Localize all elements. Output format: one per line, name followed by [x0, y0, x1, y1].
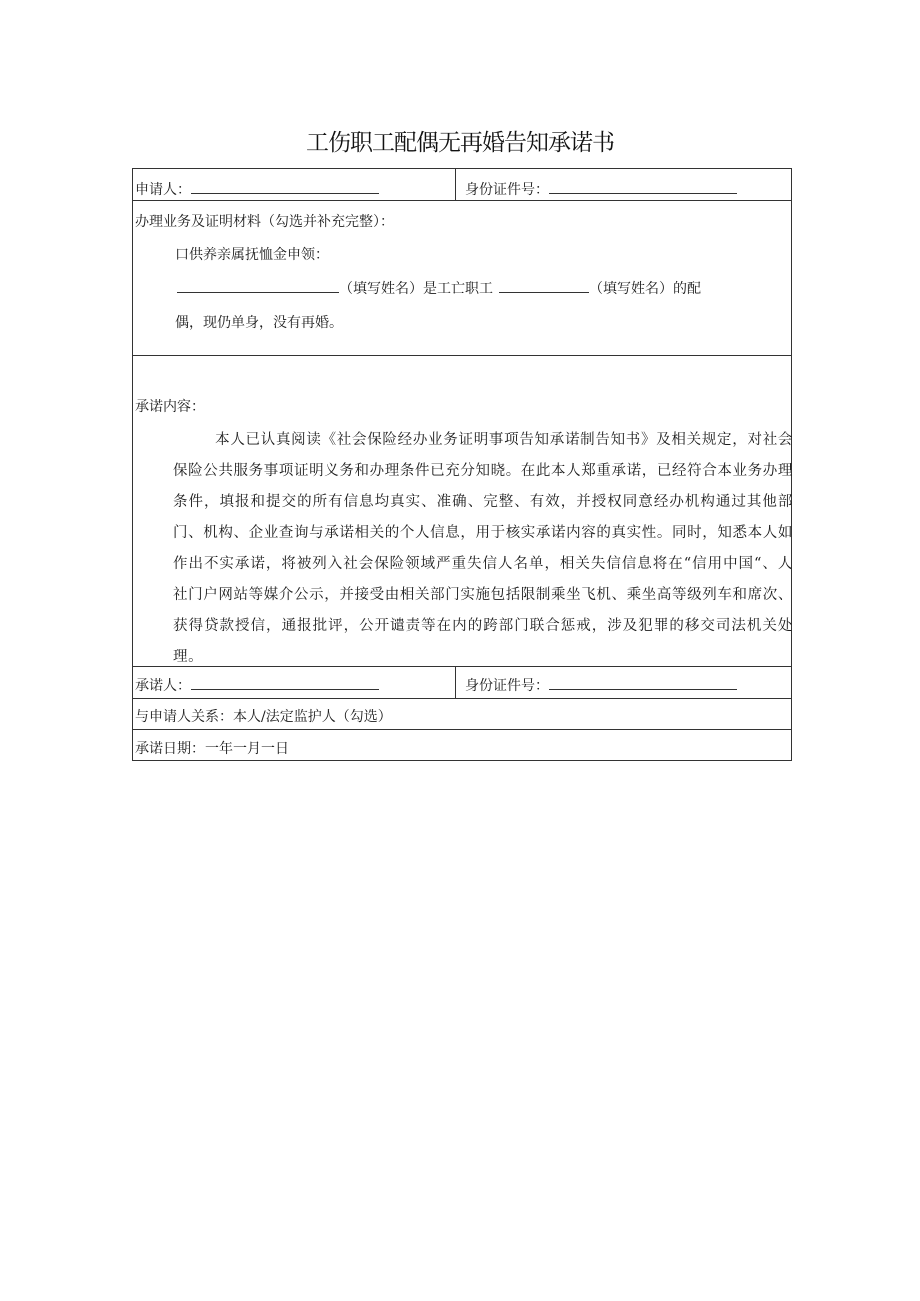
applicant-row [135, 179, 379, 200]
spouse-name-field[interactable] [177, 278, 339, 293]
promisor-id-label: 身份证件号： [465, 678, 549, 694]
spouse-statement-line1 [177, 278, 701, 299]
promisor-row [135, 675, 379, 696]
business-header: 办理业务及证明材料（勾选并补充完整）： [135, 214, 394, 230]
row-divider [133, 698, 791, 699]
commitment-body [173, 425, 793, 673]
option-label: 供养亲属抚恤金申领： [189, 247, 329, 263]
applicant-label: 申请人： [135, 182, 191, 198]
commitment-form [132, 168, 792, 761]
relation-row[interactable]: 与申请人关系：本人/法定监护人（勾选） [135, 709, 392, 725]
commitment-header: 承诺内容： [135, 399, 205, 415]
spouse-statement-line2: 偶，现仍单身，没有再婚。 [175, 315, 343, 331]
promisor-name-field[interactable] [191, 675, 379, 690]
fill-name-hint-2: （填写姓名）的配 [589, 281, 701, 297]
applicant-name-field[interactable] [191, 179, 379, 194]
deceased-name-field[interactable] [499, 278, 589, 293]
row-divider [133, 355, 791, 356]
row-divider [133, 729, 791, 730]
date-row: 承诺日期：一年一月一日 [135, 741, 289, 757]
applicant-id-label: 身份证件号： [465, 182, 549, 198]
page-title: 工伤职工配偶无再婚告知承诺书 [306, 130, 614, 156]
column-divider [455, 169, 456, 200]
applicant-id-field[interactable] [549, 179, 737, 194]
promisor-id-row [465, 675, 737, 696]
checkbox[interactable]: 口 [175, 247, 189, 263]
fill-name-hint-1: （填写姓名）是工亡职工 [339, 281, 493, 297]
row-divider [133, 200, 791, 201]
promisor-label: 承诺人： [135, 678, 191, 694]
commitment-text: 本人已认真阅读《社会保险经办业务证明事项告知承诺制告知书》及相关规定，对社会保险公共服务事项证明义务和办理条件已充分知晓。在此本人郑重承诺，已经符合本业务办理条件，填报和提交的所有信息均真实、准确、完整、有效，并授权同意经办机构通过其他部门、机构、企业查询与承诺相关的个人信息，用于核实承诺内容的真实性。同时，知悉本人如作出不实承诺，将被列入社会保险领域严重失信人名单，相关失信信息将在“信用中国“、人社门户网站等媒介公示，并接受由相关部门实施包括限制乘坐飞机、乘坐高等级列车和席次、获得贷款授信，通报批评，公开谴责等在内的跨部门联合惩戒，涉及犯罪的移交司法机关处理。 [173, 432, 793, 665]
applicant-id-row [465, 179, 737, 200]
promisor-id-field[interactable] [549, 675, 737, 690]
business-option [175, 245, 329, 265]
